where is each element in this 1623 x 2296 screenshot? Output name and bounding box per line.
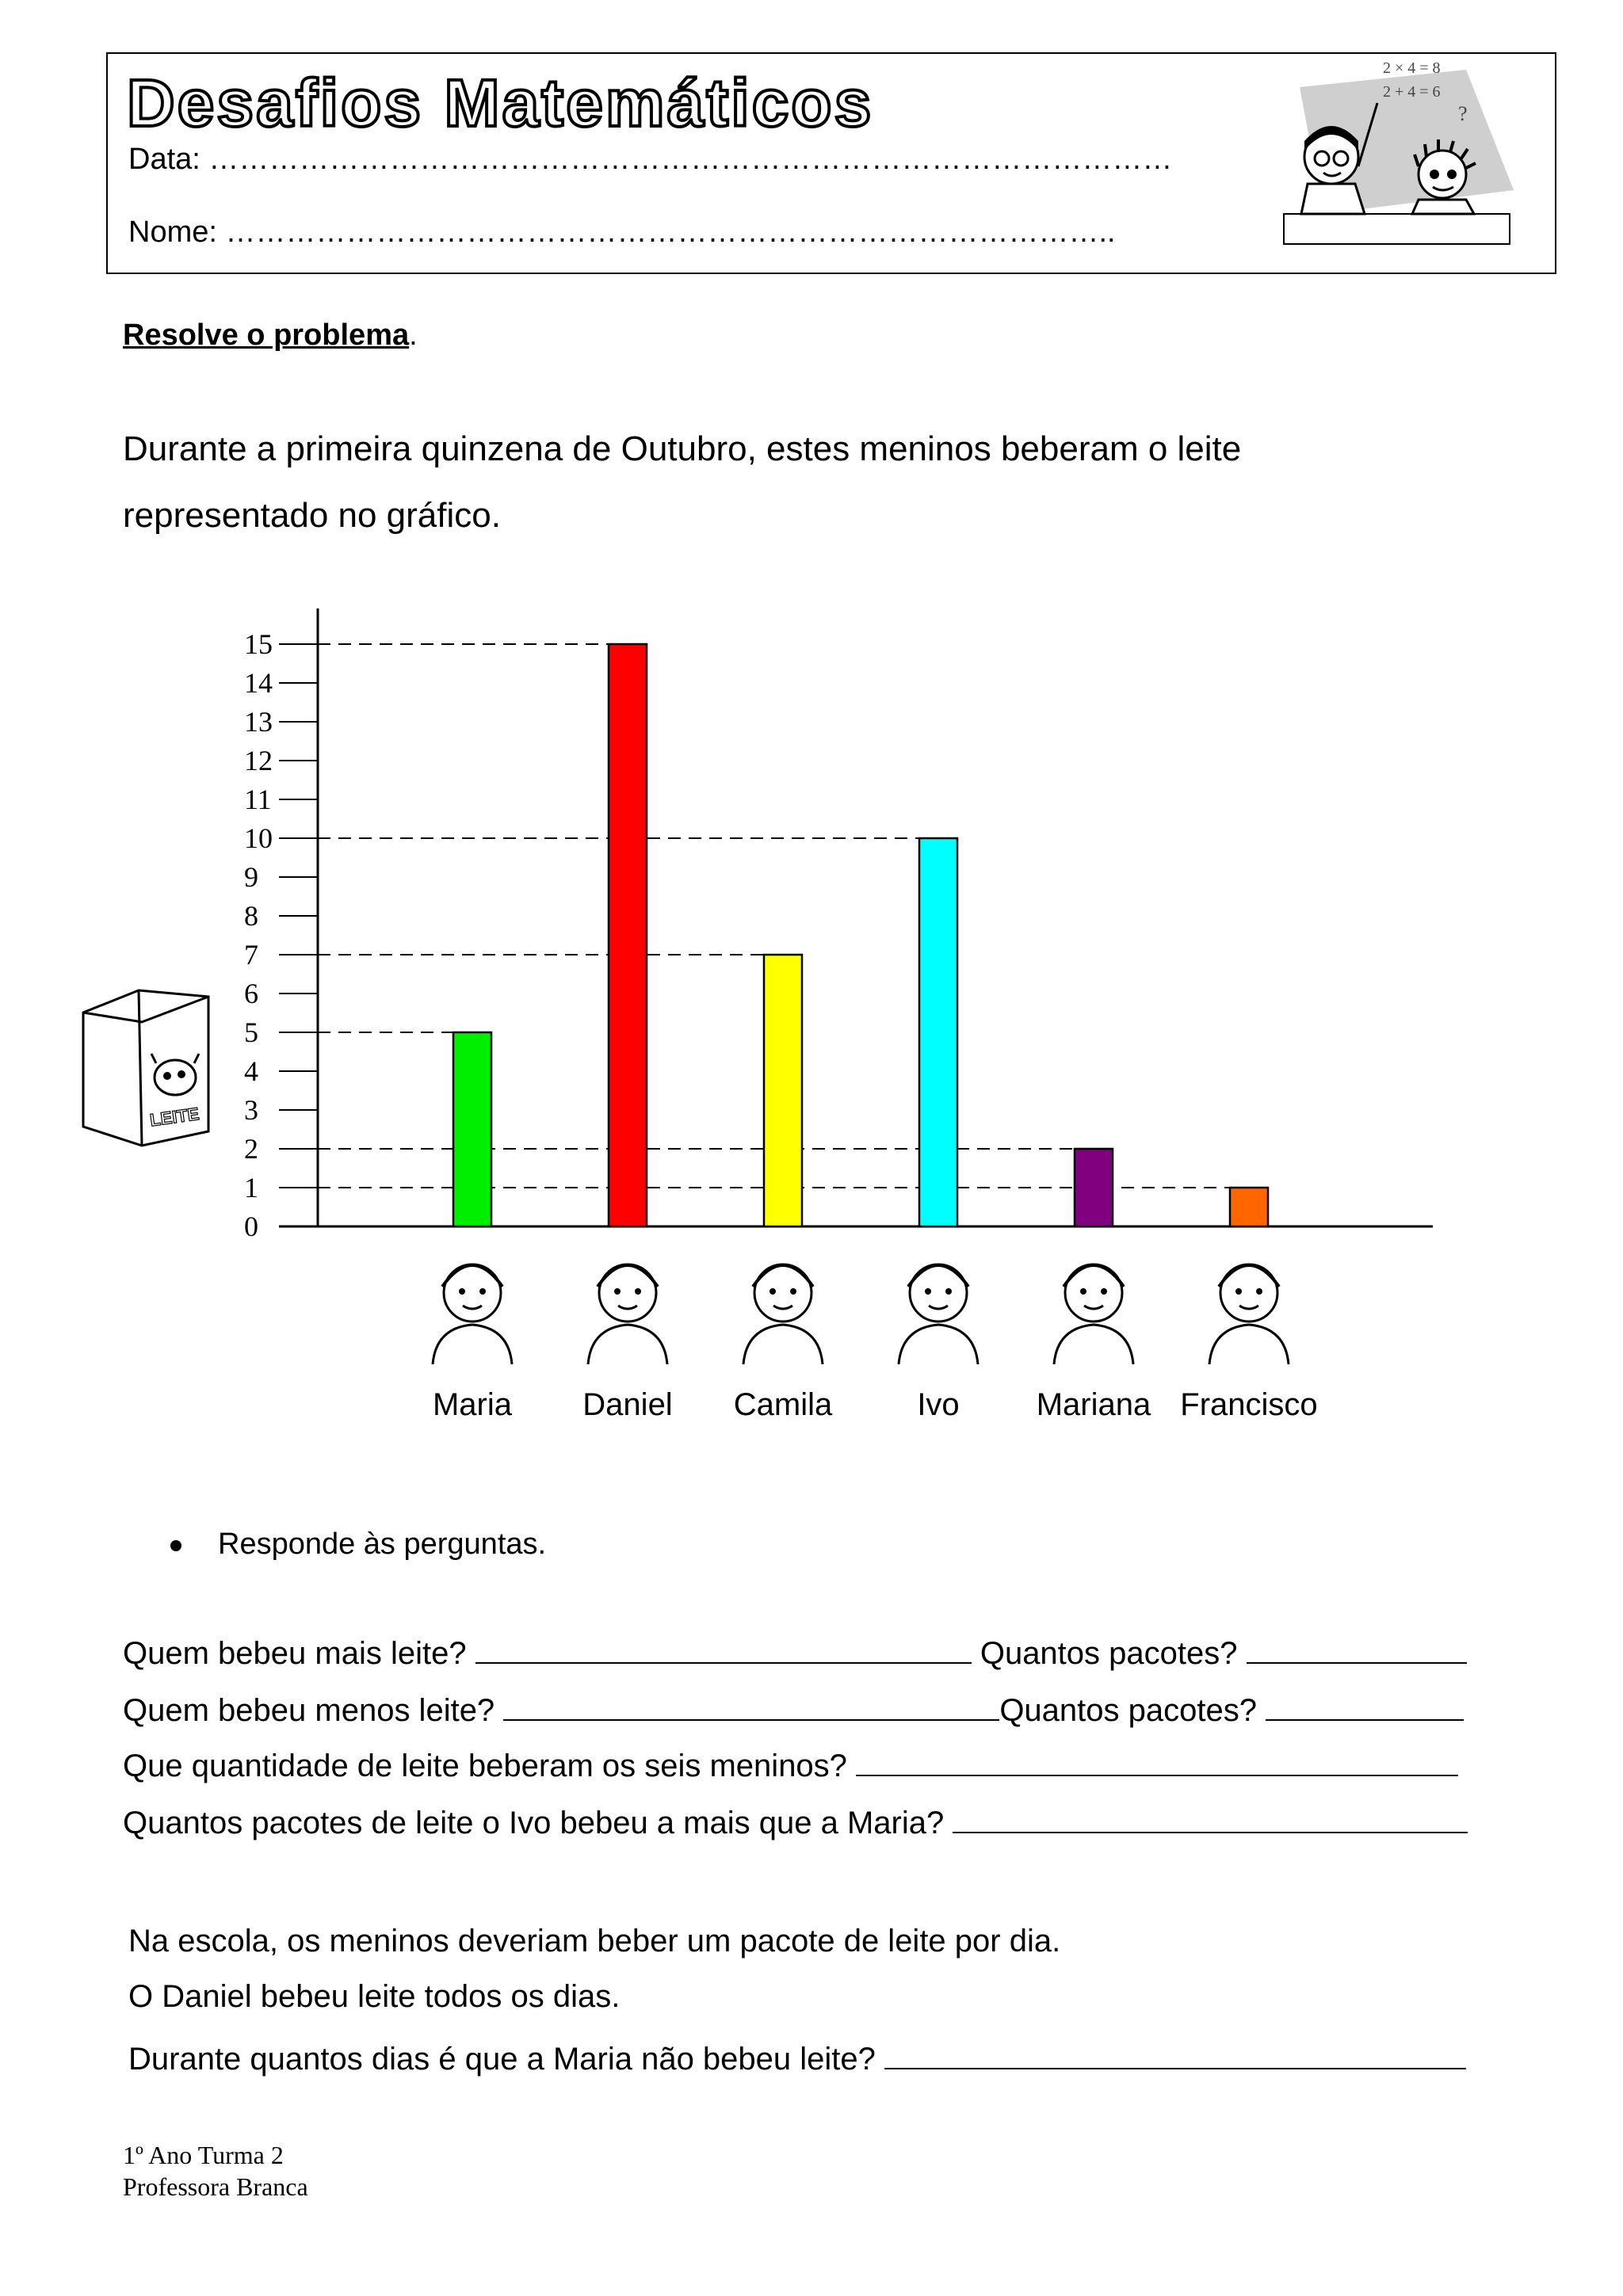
footer-teacher: Professora Branca <box>123 2172 308 2201</box>
problem-text-line-2: representado no gráfico. <box>123 496 501 535</box>
bullet-icon <box>170 1540 181 1551</box>
y-tick-label-4: 4 <box>244 1055 258 1087</box>
bar-daniel <box>609 644 647 1226</box>
y-tick-label-9: 9 <box>244 861 258 893</box>
x-label-mariana: Mariana <box>1036 1387 1151 1422</box>
bar-mariana <box>1075 1149 1113 1226</box>
answer-2-count-blank[interactable] <box>1266 1688 1464 1721</box>
answer-3-blank[interactable] <box>856 1743 1458 1776</box>
y-axis-ticks <box>244 628 318 1242</box>
date-field[interactable]: Data: …………………………………………………………………………………… <box>128 143 1173 176</box>
bar-camila <box>764 955 802 1226</box>
respond-text: Responde às perguntas. <box>218 1527 547 1561</box>
answer-1-blank[interactable] <box>475 1630 972 1664</box>
x-label-camila: Camila <box>733 1387 833 1422</box>
problem2-line-1: Na escola, os meninos deveriam beber um pacote de leite por dia. <box>128 1924 1061 1958</box>
x-label-francisco: Francisco <box>1180 1387 1318 1422</box>
x-label-ivo: Ivo <box>917 1387 960 1422</box>
y-tick-label-13: 13 <box>244 706 273 738</box>
bar-ivo <box>919 838 957 1226</box>
answer-2-blank[interactable] <box>503 1688 999 1721</box>
answer-4-blank[interactable] <box>953 1800 1468 1833</box>
name-field[interactable]: Nome: …………………………………………………………………………….. <box>128 215 1116 249</box>
answer-1-count-blank[interactable] <box>1247 1630 1467 1664</box>
bar-francisco <box>1230 1188 1268 1226</box>
y-tick-label-0: 0 <box>244 1211 258 1242</box>
y-tick-label-5: 5 <box>244 1016 258 1048</box>
footer-class: 1º Ano Turma 2 <box>123 2141 284 2169</box>
bars <box>453 644 1268 1226</box>
y-tick-label-10: 10 <box>244 822 273 854</box>
y-tick-label-1: 1 <box>244 1172 258 1203</box>
y-tick-label-15: 15 <box>244 628 273 660</box>
y-tick-label-12: 12 <box>244 745 273 776</box>
y-tick-label-3: 3 <box>244 1094 258 1126</box>
portrait-mariana-icon <box>1054 1264 1133 1364</box>
question-2-extra: Quantos pacotes? <box>999 1693 1257 1728</box>
y-tick-label-2: 2 <box>244 1133 258 1165</box>
portrait-francisco-icon <box>1209 1264 1289 1364</box>
y-tick-label-7: 7 <box>244 939 258 971</box>
y-tick-label-14: 14 <box>244 667 273 699</box>
logo-equation-2: 2 + 4 = 6 <box>1383 83 1441 101</box>
instruction-period: . <box>409 318 418 352</box>
instruction-bold: Resolve o problema <box>123 318 410 352</box>
x-axis-labels <box>433 1387 1318 1422</box>
y-tick-label-8: 8 <box>244 900 258 932</box>
question-3-text: Que quantidade de leite beberam os seis meninos? <box>123 1749 847 1783</box>
logo-question-mark: ? <box>1458 102 1468 125</box>
milk-carton-label: LEITE <box>148 1104 200 1131</box>
y-tick-label-6: 6 <box>244 978 258 1009</box>
problem2-line-2: O Daniel bebeu leite todos os dias. <box>128 1979 621 2014</box>
worksheet-title: Desafios Matemáticos <box>127 66 874 140</box>
question-3 <box>123 1743 1458 1784</box>
question-4-text: Quantos pacotes de leite o Ivo bebeu a mais que a Maria? <box>123 1806 945 1840</box>
milk-carton-icon <box>83 990 208 1146</box>
y-tick-label-11: 11 <box>244 784 272 815</box>
portrait-ivo-icon <box>899 1264 978 1364</box>
portrait-daniel-icon <box>588 1264 667 1364</box>
portrait-camila-icon <box>743 1264 823 1364</box>
people-portraits <box>433 1264 1289 1364</box>
question-2-text: Quem bebeu menos leite? <box>123 1693 495 1728</box>
x-label-maria: Maria <box>432 1387 513 1422</box>
problem-text-line-1: Durante a primeira quinzena de Outubro, estes meninos beberam o leite <box>123 429 1242 468</box>
respond-instruction <box>170 1527 546 1562</box>
answer-5-blank[interactable] <box>884 2036 1466 2069</box>
portrait-maria-icon <box>433 1264 512 1364</box>
problem2-question <box>128 2036 1466 2077</box>
question-2 <box>123 1688 1464 1729</box>
logo-equation-1: 2 × 4 = 8 <box>1383 59 1441 77</box>
bar-maria <box>453 1032 491 1226</box>
x-label-daniel: Daniel <box>582 1387 673 1422</box>
question-1 <box>123 1630 1467 1672</box>
question-4 <box>123 1800 1468 1841</box>
problem2-question-text: Durante quantos dias é que a Maria não bebeu leite? <box>128 2042 876 2077</box>
question-1-text: Quem bebeu mais leite? <box>123 1636 467 1671</box>
question-1-extra: Quantos pacotes? <box>980 1636 1238 1671</box>
